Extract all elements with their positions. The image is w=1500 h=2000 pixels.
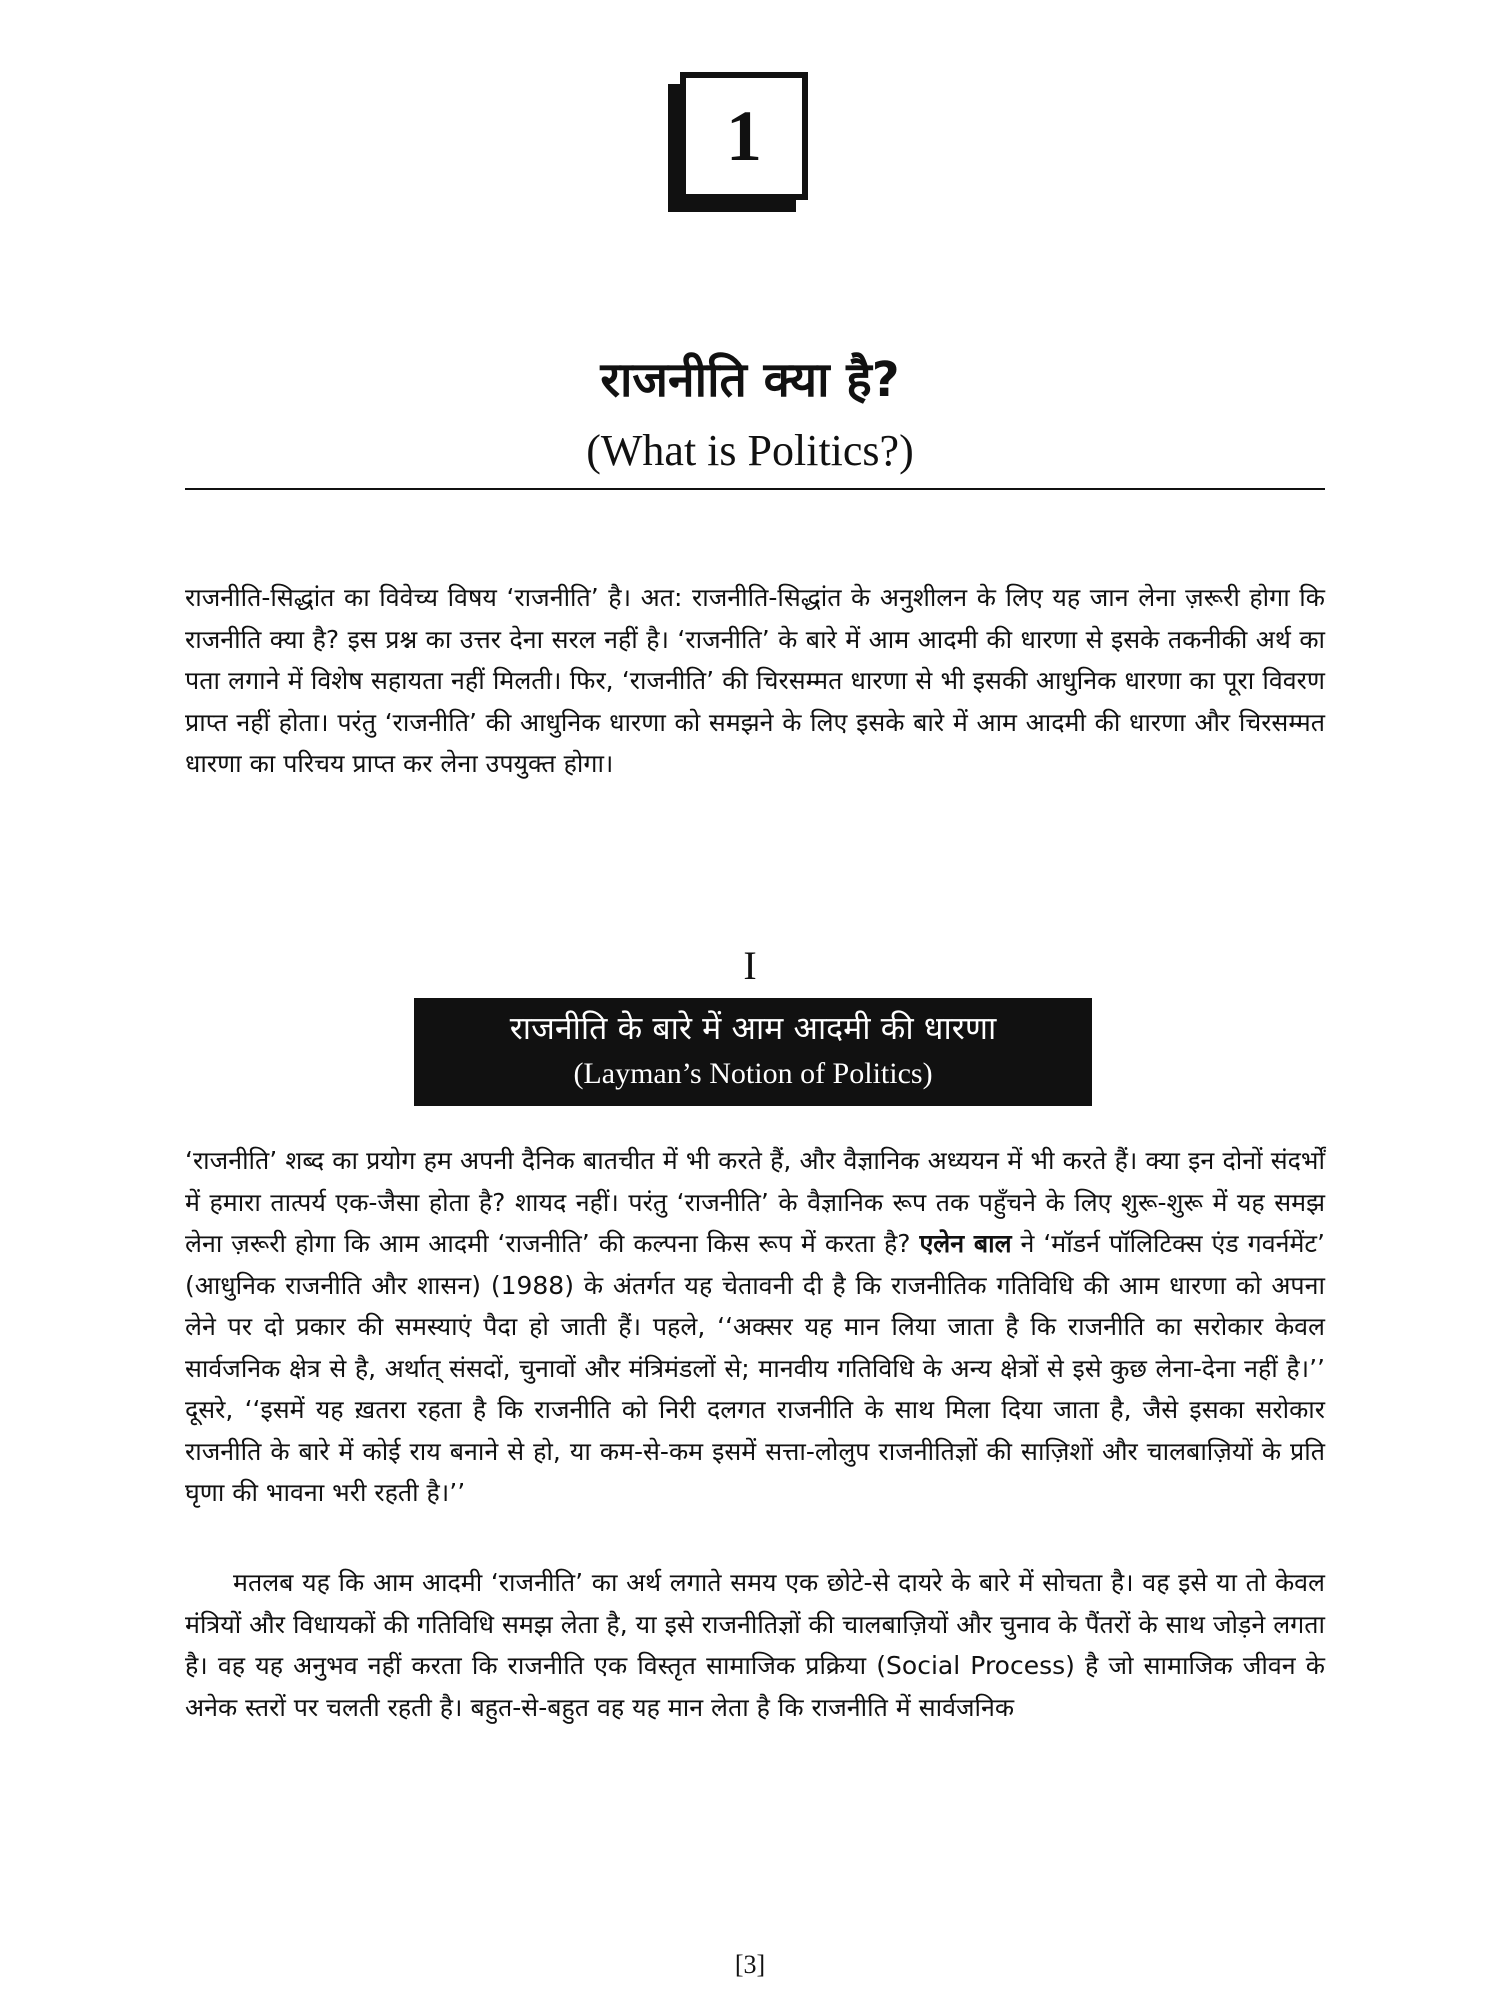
chapter-number: 1 (726, 96, 762, 176)
section-numeral: I (743, 943, 757, 988)
intro-paragraph: राजनीति-सिद्धांत का विवेच्य विषय ‘राजनीति’ है। अत: राजनीति-सिद्धांत के अनुशीलन के लिए यह जान लेना ज़रूरी होगा कि राजनीति क्या है? इस प्रश्न का उत्तर देना सरल नहीं है। ‘राजनीति’ के बारे में आम आदमी की धारणा से इसके तकनीकी अर्थ का पता लगाने में विशेष सहायता नहीं मिलती। फिर, ‘राजनीति’ की चिरसम्मत धारणा से भी इसकी आधुनिक धारणा का पूरा विवरण प्राप्त नहीं होता। परंतु ‘राजनीति’ की आधुनिक धारणा को समझने के लिए इसके बारे में आम आदमी की धारणा और चिरसम्मत धारणा का परिचय प्राप्त कर लेना उपयुक्त होगा। (185, 583, 1325, 778)
paragraph-text-start: ‘राजनीति’ शब्द का प्रयोग हम अपनी दैनिक बातचीत में भी करते हैं, और वैज्ञानिक अध्ययन में भी करते हैं। क्या इन दोनों संदर्भों में हमारा तात्पर्य एक-जैसा होता है? शायद नहीं। परंतु ‘राजनीति’ के वैज्ञानिक रूप तक पहुँचने के लिए शुरू-शुरू में यह समझ लेना ज़रूरी होगा कि आम आदमी ‘राजनीति’ की कल्पना किस रूप में करता है? (185, 1146, 1325, 1258)
page-number: [3] (734, 1950, 766, 1979)
section-heading-banner (414, 998, 1092, 1106)
chapter-title-hindi: राजनीति क्या है? (600, 352, 900, 408)
chapter-title-english: (What is Politics?) (586, 426, 914, 475)
author-name-bold: एलेन बाल (919, 1229, 1012, 1258)
section-paragraph-2: मतलब यह कि आम आदमी ‘राजनीति’ का अर्थ लगाते समय एक छोटे-से दायरे के बारे में सोचता है। वह इसे या तो केवल मंत्रियों और विधायकों की गतिविधि समझ लेता है, या इसे राजनीतिज्ञों की चालबाज़ियों और चुनाव के पैंतरों के साथ जोड़ने लगता है। वह यह अनुभव नहीं करता कि राजनीति एक विस्तृत सामाजिक प्रक्रिया (Social Process) है जो सामाजिक जीवन के अनेक स्तरों पर चलती रहती है। बहुत-से-बहुत वह यह मान लेता है कि राजनीति में सार्वजनिक (185, 1568, 1325, 1722)
chapter-number-box (680, 72, 808, 200)
section-heading-hindi: राजनीति के बारे में आम आदमी की धारणा (509, 1009, 997, 1047)
title-divider (185, 488, 1325, 490)
section-heading-english: (Layman’s Notion of Politics) (573, 1057, 933, 1090)
section-paragraph-1 (185, 1140, 1325, 1514)
paragraph-text-end: ने ‘मॉडर्न पॉलिटिक्स एंड गवर्नमेंट’ (आधुनिक राजनीति और शासन) (1988) के अंतर्गत यह चेतावनी दी है कि राजनीतिक गतिविधि की आम धारणा को अपना लेने पर दो प्रकार की समस्याएं पैदा हो जाती हैं। पहले, ‘‘अक्सर यह मान लिया जाता है कि राजनीति का सरोकार केवल सार्वजनिक क्षेत्र से है, अर्थात् संसदों, चुनावों और मंत्रिमंडलों से; मानवीय गतिविधि के अन्य क्षेत्रों से इसे कुछ लेना-देना नहीं है।’’ दूसरे, ‘‘इसमें यह ख़तरा रहता है कि राजनीति को निरी दलगत राजनीति के साथ मिला दिया जाता है, जैसे इसका सरोकार राजनीति के बारे में कोई राय बनाने से हो, या कम-से-कम इसमें सत्ता-लोलुप राजनीतिज्ञों की साज़िशों और चालबाज़ियों के प्रति घृणा की भावना भरी रहती है।’’ (185, 1229, 1325, 1507)
